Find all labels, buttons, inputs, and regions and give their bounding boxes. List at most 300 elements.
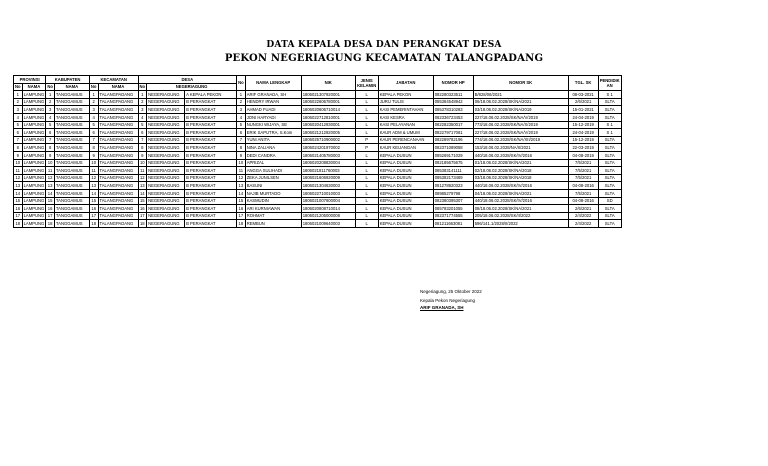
nama-lengkap-cell: HENDRY IRWAN	[245, 98, 301, 106]
nik-cell: 1806021606920009	[301, 174, 355, 182]
nama-lengkap-cell: AHMAD FUADI	[245, 106, 301, 114]
desa-no-cell: 15	[139, 198, 145, 204]
header-nama: NAMA	[98, 83, 138, 91]
nomor-sk-cell: 227/18.06.02.2028/SK/NA/V/2019	[473, 113, 568, 121]
person-no-cell: 17	[238, 213, 244, 219]
kabupaten-name-cell: TANGGAMUS	[54, 121, 89, 129]
tgl-sk-cell: 24-04-2019	[568, 129, 598, 137]
jabatan-category-cell: B PERANGKAT	[185, 151, 237, 159]
nik-cell: 1806020412930001	[301, 121, 355, 129]
kec-no-cell: 12	[91, 175, 97, 181]
header-nomor-sk: NOMOR SK	[473, 76, 568, 91]
table-row	[14, 189, 622, 197]
jabatan-category-cell: B PERANGKAT	[185, 121, 237, 129]
row-no-cell: 6	[14, 129, 23, 137]
nama-lengkap-cell: ANGGA SULIHADI	[245, 167, 301, 175]
row-no-cell: 15	[15, 198, 21, 204]
jabatan-cell: KAUR ADM & UMUM	[378, 129, 433, 137]
person-no-cell: 15	[238, 198, 244, 204]
table-row	[14, 113, 622, 121]
desa-no-cell: 5	[138, 121, 147, 129]
pendidikan-cell: SLTA	[598, 144, 621, 152]
tgl-sk-cell: 24-04-2019	[568, 113, 598, 121]
kecamatan-name-cell: TALANGPADANG	[98, 129, 138, 137]
table-row	[14, 159, 622, 167]
desa-no-cell: 9	[138, 151, 147, 159]
pendidikan-cell: S 1	[598, 129, 621, 137]
jenis-kelamin-cell: L	[355, 197, 378, 205]
pendidikan-cell: S 1	[598, 121, 621, 129]
jenis-kelamin-cell: L	[355, 212, 378, 220]
person-no-cell: 8	[237, 144, 246, 152]
jabatan-category-cell: B PERANGKAT	[185, 136, 237, 144]
desa-name-cell: NEGERIAGUNG	[147, 189, 185, 197]
desa-name-cell: NEGERIAGUNG	[147, 197, 185, 205]
nik-cell: 1806020208830004	[301, 159, 355, 167]
nomor-hp-cell: 082371089058	[433, 144, 473, 152]
tgl-sk-cell: 2/6/2021	[568, 205, 598, 213]
desa-name-cell: NEGERIAGUNG	[147, 129, 185, 137]
pendidikan-cell: SLTA	[598, 212, 621, 220]
kab-no-cell: 6	[46, 129, 55, 137]
desa-name-cell: NEGERIAGUNG	[147, 98, 185, 106]
row-no-cell: 2	[14, 98, 23, 106]
row-no-cell: 14	[15, 190, 21, 196]
tgl-sk-cell: 2/4/2022	[568, 220, 598, 228]
document-subtitle: PEKON NEGERIAGUNG KECAMATAN TALANGPADANG	[224, 53, 544, 64]
provinsi-name-cell: LAMPUNG	[23, 160, 45, 166]
jabatan-cell: KEPALA DUSUN	[378, 167, 433, 175]
kab-no-cell: 17	[47, 213, 53, 219]
header-no: No	[237, 76, 246, 91]
kab-no-cell: 11	[46, 167, 55, 175]
jenis-kelamin-cell: L	[355, 174, 378, 182]
kec-no-cell: 3	[89, 106, 98, 114]
pendidikan-cell: SLTA	[598, 189, 621, 197]
header-kecamatan: KECAMATAN	[89, 76, 138, 84]
header-jenis-kelamin: JENIS KELAMIN	[355, 76, 378, 91]
nomor-hp-cell: 082380395307	[433, 197, 473, 205]
pendidikan-cell: SLTA	[598, 167, 621, 175]
nama-lengkap-cell: ERIK SAPUTRA, S.Kom	[245, 129, 301, 137]
desa-no-cell: 14	[139, 190, 145, 196]
row-no-cell: 18	[15, 220, 21, 226]
header-tgl-sk: TGL. SK	[568, 76, 598, 91]
table-row	[14, 91, 622, 99]
jenis-kelamin-cell: L	[355, 91, 378, 99]
jabatan-cell: KEPALA PEKON	[378, 91, 433, 99]
nama-lengkap-cell: KASMUDIN	[245, 197, 301, 205]
jenis-kelamin-cell: P	[355, 144, 378, 152]
table-row	[14, 121, 622, 129]
header-nomor-hp: NOMOR HP	[433, 76, 473, 91]
kab-no-cell: 13	[47, 182, 53, 188]
kabupaten-name-cell: TANGGAMUS	[54, 113, 89, 121]
jabatan-cell: KEPALA DUSUN	[378, 151, 433, 159]
nomor-sk-cell: 227/18.06.02.2028/SK/NA/V/2019	[473, 129, 568, 137]
nomor-sk-cell: 153/18.06.02.2028/NA/II/2021	[473, 144, 568, 152]
provinsi-name-cell: LAMPUNG	[23, 213, 45, 219]
nik-cell: 1806021405780003	[301, 151, 355, 159]
kab-no-cell: 2	[46, 98, 55, 106]
pendidikan-cell: SLTA	[598, 151, 621, 159]
nama-lengkap-cell: YUNI ANITA	[245, 136, 301, 144]
kecamatan-name-cell: TALANGPADANG	[98, 189, 138, 197]
nomor-hp-cell: 082371774555	[433, 212, 473, 220]
person-no-cell: 1	[237, 91, 246, 99]
kab-no-cell: 9	[46, 151, 55, 159]
provinsi-name-cell: LAMPUNG	[23, 137, 45, 143]
row-no-cell: 8	[14, 144, 23, 152]
jabatan-cell: KAUR PERENCANAAN	[378, 136, 433, 144]
jabatan-category-cell: A KEPALA PEKON	[185, 91, 237, 99]
jabatan-category-cell: B PERANGKAT	[185, 182, 237, 190]
header-jabatan: JABATAN	[378, 76, 433, 91]
tgl-sk-cell: 15-01-2021	[568, 106, 598, 114]
nama-lengkap-cell: JONI HARYADI	[245, 113, 301, 121]
nomor-sk-cell: 440/18.06.02.2028/SK/IV/2016	[473, 197, 568, 205]
provinsi-name-cell: LAMPUNG	[23, 175, 45, 181]
jabatan-cell: KEPALA DUSUN	[378, 220, 433, 228]
jenis-kelamin-cell: P	[355, 136, 378, 144]
nomor-sk-cell: 774/18.06.02.2028/SK/NA/XII/2019	[473, 136, 568, 144]
jabatan-cell: KEPALA DUSUN	[378, 174, 433, 182]
nik-cell: 1806022712810001	[301, 113, 355, 121]
jabatan-category-cell: B PERANGKAT	[185, 98, 237, 106]
desa-name-cell: NEGERIAGUNG	[147, 167, 185, 175]
nama-lengkap-cell: REMBUN	[245, 220, 301, 228]
person-no-cell: 9	[237, 151, 246, 159]
kabupaten-name-cell: TANGGAMUS	[54, 212, 89, 220]
jabatan-cell: KEPALA DUSUN	[378, 182, 433, 190]
desa-name-cell: NEGERIAGUNG	[147, 121, 185, 129]
header-no: No	[15, 84, 21, 90]
kabupaten-name-cell: TANGGAMUS	[54, 174, 89, 182]
desa-no-cell: 7	[138, 136, 147, 144]
nik-cell: 1806021304630003	[301, 182, 355, 190]
nomor-sk-cell: 01/18.06.02.2028/SK/NA/2021	[473, 159, 568, 167]
desa-no-cell: 13	[139, 182, 145, 188]
person-no-cell: 7	[237, 136, 246, 144]
provinsi-name-cell: LAMPUNG	[23, 220, 45, 226]
nama-lengkap-cell: DEDI CANDRA	[245, 151, 301, 159]
jenis-kelamin-cell: L	[355, 189, 378, 197]
nomor-hp-cell: 085783201055	[433, 205, 473, 213]
tgl-sk-cell: 04-08-2016	[568, 197, 598, 205]
kecamatan-name-cell: TALANGPADANG	[98, 205, 138, 213]
table-row	[14, 205, 622, 213]
nomor-hp-cell: 082289782196	[433, 136, 473, 144]
nomor-sk-cell: 02/18.06.02.2028/SK/NA/2018	[473, 167, 568, 175]
nomor-hp-cell: 082185675675	[433, 159, 473, 167]
kab-no-cell: 5	[46, 121, 55, 129]
kab-no-cell: 10	[47, 160, 53, 166]
kecamatan-name-cell: TALANGPADANG	[98, 182, 138, 190]
document-title: DATA KEPALA DESA DAN PERANGKAT DESA	[266, 40, 502, 50]
kabupaten-name-cell: TANGGAMUS	[54, 189, 89, 197]
nomor-hp-cell: 082279717081	[433, 129, 473, 137]
row-no-cell: 12	[15, 175, 21, 181]
jabatan-cell: KAUR KEUANGAN	[378, 144, 433, 152]
pendidikan-cell: SD	[598, 197, 621, 205]
desa-name-cell: NEGERIAGUNG	[147, 212, 185, 220]
header-nik: NIK	[301, 76, 355, 91]
kecamatan-name-cell: TALANGPADANG	[98, 144, 138, 152]
person-no-cell: 10	[238, 160, 244, 166]
row-no-cell: 16	[15, 205, 21, 211]
jabatan-cell: KEPALA DUSUN	[378, 189, 433, 197]
nama-lengkap-cell: NUNGKI WIJAYA, SE	[245, 121, 301, 129]
kecamatan-name-cell: TALANGPADANG	[98, 113, 138, 121]
jenis-kelamin-cell: L	[355, 182, 378, 190]
tgl-sk-cell: 2/4/2022	[568, 212, 598, 220]
table-row	[14, 174, 622, 182]
provinsi-name-cell: LAMPUNG	[23, 122, 45, 128]
kecamatan-name-cell: TALANGPADANG	[98, 106, 138, 114]
provinsi-name-cell: LAMPUNG	[23, 198, 45, 204]
signature-role: Kepala Pekon Negeriagung	[420, 298, 476, 303]
person-no-cell: 6	[237, 129, 246, 137]
table-row	[14, 98, 622, 106]
desa-no-cell: 11	[138, 167, 147, 175]
nama-lengkap-cell: ROHMAT	[245, 212, 301, 220]
table-body	[14, 91, 622, 228]
kabupaten-name-cell: TANGGAMUS	[54, 129, 89, 137]
jabatan-category-cell: B PERANGKAT	[185, 205, 237, 213]
kecamatan-name-cell: TALANGPADANG	[98, 121, 138, 129]
nama-lengkap-cell: NINA ZALIANA	[245, 144, 301, 152]
kabupaten-name-cell: TANGGAMUS	[54, 136, 89, 144]
kecamatan-name-cell: TALANGPADANG	[98, 212, 138, 220]
nomor-hp-cell: 081278920323	[433, 182, 473, 190]
desa-no-cell: 3	[138, 106, 147, 114]
person-no-cell: 2	[237, 98, 246, 106]
kabupaten-name-cell: TANGGAMUS	[54, 205, 89, 213]
tgl-sk-cell: 7/5/2021	[568, 159, 598, 167]
kab-no-cell: 1	[46, 91, 55, 99]
jenis-kelamin-cell: L	[355, 129, 378, 137]
jabatan-category-cell: B PERANGKAT	[185, 212, 237, 220]
table-row	[14, 212, 622, 220]
person-no-cell: 11	[237, 167, 246, 175]
kec-no-cell: 18	[91, 220, 97, 226]
kab-no-cell: 7	[46, 136, 55, 144]
kecamatan-name-cell: TALANGPADANG	[98, 167, 138, 175]
nik-cell: 1806020808710014	[301, 205, 355, 213]
table-row	[14, 182, 622, 190]
desa-no-cell: 8	[138, 144, 147, 152]
nik-cell: 1806024201970002	[301, 144, 355, 152]
provinsi-name-cell: LAMPUNG	[23, 167, 45, 173]
provinsi-name-cell: LAMPUNG	[23, 144, 45, 150]
provinsi-name-cell: LAMPUNG	[23, 152, 45, 158]
row-no-cell: 4	[14, 113, 23, 121]
header-negeriagung: NEGERIAGUNG	[147, 83, 237, 91]
jabatan-cell: KEPALA DUSUN	[378, 205, 433, 213]
jabatan-cell: JURU TULIS	[378, 98, 433, 106]
provinsi-name-cell: LAMPUNG	[23, 107, 45, 113]
desa-name-cell: NEGERIAGUNG	[147, 91, 185, 99]
provinsi-name-cell: LAMPUNG	[23, 205, 45, 211]
pendidikan-cell: SLTA	[598, 220, 621, 228]
desa-no-cell: 16	[139, 205, 145, 211]
nik-cell: 1806021205000008	[301, 212, 355, 220]
row-no-cell: 17	[15, 213, 21, 219]
pendidikan-cell: SLTA	[598, 113, 621, 121]
person-no-cell: 18	[238, 220, 244, 226]
tgl-sk-cell: 7/5/2021	[568, 189, 598, 197]
header-nama-lengkap: NAMA LENGKAP	[245, 76, 301, 91]
nomor-sk-cell: 08/18.06.02.2028/SK/NA/2021	[473, 205, 568, 213]
provinsi-name-cell: LAMPUNG	[23, 91, 45, 97]
desa-name-cell: NEGERIAGUNG	[147, 136, 185, 144]
nama-lengkap-cell: APRIZAL	[245, 159, 301, 167]
jabatan-category-cell: B PERANGKAT	[185, 113, 237, 121]
tgl-sk-cell: 08-03-2021	[568, 91, 598, 99]
header-pendidikan: PENDIDIK AN	[598, 76, 621, 91]
header-kabupaten: KABUPATEN	[46, 76, 90, 84]
table-row	[14, 136, 622, 144]
kec-no-cell: 1	[89, 91, 98, 99]
nik-cell: 1806021007600004	[301, 197, 355, 205]
nomor-hp-cell: 085384548942	[433, 98, 473, 106]
jenis-kelamin-cell: L	[355, 205, 378, 213]
person-no-cell: 13	[238, 182, 244, 188]
kabupaten-name-cell: TANGGAMUS	[54, 91, 89, 99]
row-no-cell: 13	[15, 182, 21, 188]
kab-no-cell: 18	[47, 220, 53, 226]
pendidikan-cell: SLTA	[598, 182, 621, 190]
jabatan-category-cell: B PERANGKAT	[185, 144, 237, 152]
nik-cell: 1806021009640003	[301, 220, 355, 228]
nama-lengkap-cell: ARI KURNIAWAN	[245, 205, 301, 213]
kec-no-cell: 4	[89, 113, 98, 121]
provinsi-name-cell: LAMPUNG	[23, 129, 45, 135]
desa-name-cell: NEGERIAGUNG	[147, 159, 185, 167]
nik-cell: 1806021811760003	[301, 167, 355, 175]
nomor-sk-cell: 205/18.06.02.2028/SK/II/2022	[473, 212, 568, 220]
row-no-cell: 5	[14, 121, 23, 129]
nomor-hp-cell: 081211663081	[433, 220, 473, 228]
nomor-sk-cell: B/828/08/2021	[473, 91, 568, 99]
desa-name-cell: NEGERIAGUNG	[147, 174, 185, 182]
tgl-sk-cell: 2/6/2021	[568, 98, 598, 106]
desa-name-cell: NEGERIAGUNG	[147, 144, 185, 152]
tgl-sk-cell: 7/5/2021	[568, 174, 598, 182]
header-no: No	[90, 84, 97, 90]
nik-cell: 1806020606710014	[301, 106, 355, 114]
jabatan-cell: KASI PEMERINTAHAN	[378, 106, 433, 114]
kec-no-cell: 6	[89, 129, 98, 137]
jabatan-category-cell: B PERANGKAT	[185, 167, 237, 175]
row-no-cell: 10	[15, 160, 21, 166]
kab-no-cell: 3	[46, 106, 55, 114]
kab-no-cell: 8	[46, 144, 55, 152]
kec-no-cell: 14	[91, 190, 97, 196]
pendidikan-cell: SLTA	[598, 174, 621, 182]
jenis-kelamin-cell: L	[355, 113, 378, 121]
jabatan-category-cell: B PERANGKAT	[185, 106, 237, 114]
kecamatan-name-cell: TALANGPADANG	[98, 220, 138, 228]
nik-cell: 1806025710900002	[301, 136, 355, 144]
table-row	[14, 197, 622, 205]
table-row	[14, 129, 622, 137]
tgl-sk-cell: 22-03-2019	[568, 144, 598, 152]
row-no-cell: 11	[14, 167, 23, 175]
pendidikan-cell: S 1	[598, 91, 621, 99]
kabupaten-name-cell: TANGGAMUS	[54, 144, 89, 152]
header-nama: NAMA	[22, 83, 46, 91]
desa-no-cell: 12	[139, 175, 145, 181]
jabatan-cell: KEPALA DUSUN	[378, 212, 433, 220]
person-no-cell: 3	[237, 106, 246, 114]
jabatan-cell: KEPALA DUSUN	[378, 197, 433, 205]
kec-no-cell: 9	[89, 151, 98, 159]
kab-no-cell: 15	[47, 198, 53, 204]
nama-lengkap-cell: NAJIB MURTADO	[245, 189, 301, 197]
jabatan-category-cell: B PERANGKAT	[185, 129, 237, 137]
kec-no-cell: 2	[89, 98, 98, 106]
jabatan-category-cell: B PERANGKAT	[185, 159, 237, 167]
nik-cell: 1806022606780001	[301, 98, 355, 106]
jenis-kelamin-cell: L	[355, 167, 378, 175]
kec-no-cell: 8	[89, 144, 98, 152]
kab-no-cell: 14	[47, 190, 53, 196]
nama-lengkap-cell: BASUNI	[245, 182, 301, 190]
desa-name-cell: NEGERIAGUNG	[147, 205, 185, 213]
desa-name-cell: NEGERIAGUNG	[147, 220, 185, 228]
kab-no-cell: 16	[47, 205, 53, 211]
nomor-sk-cell: 03/18.06.02.2028/SK/NA/2018	[473, 174, 568, 182]
nomor-hp-cell: 08985279798	[433, 189, 473, 197]
jabatan-cell: KASI PELAYANAN	[378, 121, 433, 129]
jenis-kelamin-cell: L	[355, 151, 378, 159]
jabatan-cell: KASI KESRA	[378, 113, 433, 121]
kec-no-cell: 10	[91, 160, 97, 166]
kabupaten-name-cell: TANGGAMUS	[54, 106, 89, 114]
kabupaten-name-cell: TANGGAMUS	[54, 98, 89, 106]
nomor-hp-cell: 085378310283	[433, 106, 473, 114]
signature-date: Negeriagung, 25 Oktober 2022	[420, 289, 482, 294]
desa-name-cell: NEGERIAGUNG	[147, 182, 185, 190]
jenis-kelamin-cell: L	[355, 220, 378, 228]
perangkat-desa-table	[13, 75, 622, 228]
jabatan-category-cell: B PERANGKAT	[185, 174, 237, 182]
kabupaten-name-cell: TANGGAMUS	[54, 151, 89, 159]
nomor-hp-cell: 082336723453	[433, 113, 473, 121]
jenis-kelamin-cell: L	[355, 121, 378, 129]
nomor-hp-cell: 085383141111	[433, 167, 473, 175]
nomor-sk-cell: 03/18.06.02.2028/SK/NA/2019	[473, 106, 568, 114]
tgl-sk-cell: 7/5/2021	[568, 167, 598, 175]
tgl-sk-cell: 04-08-2019	[568, 151, 598, 159]
header-no: No	[47, 84, 53, 90]
nomor-sk-cell: 773/18.06.02.2028/SK/NA/X/2019	[473, 121, 568, 129]
jabatan-cell: KEPALA DUSUN	[378, 159, 433, 167]
pendidikan-cell: SLTA	[598, 159, 621, 167]
nomor-hp-cell: 082282350017	[433, 121, 473, 129]
desa-name-cell: NEGERIAGUNG	[147, 106, 185, 114]
jabatan-category-cell: B PERANGKAT	[185, 220, 237, 228]
provinsi-name-cell: LAMPUNG	[23, 114, 45, 120]
kecamatan-name-cell: TALANGPADANG	[98, 136, 138, 144]
desa-no-cell: 10	[139, 160, 145, 166]
jabatan-category-cell: B PERANGKAT	[185, 189, 237, 197]
kabupaten-name-cell: TANGGAMUS	[54, 197, 89, 205]
kec-no-cell: 5	[89, 121, 98, 129]
pendidikan-cell: SLTA	[598, 205, 621, 213]
kecamatan-name-cell: TALANGPADANG	[98, 151, 138, 159]
